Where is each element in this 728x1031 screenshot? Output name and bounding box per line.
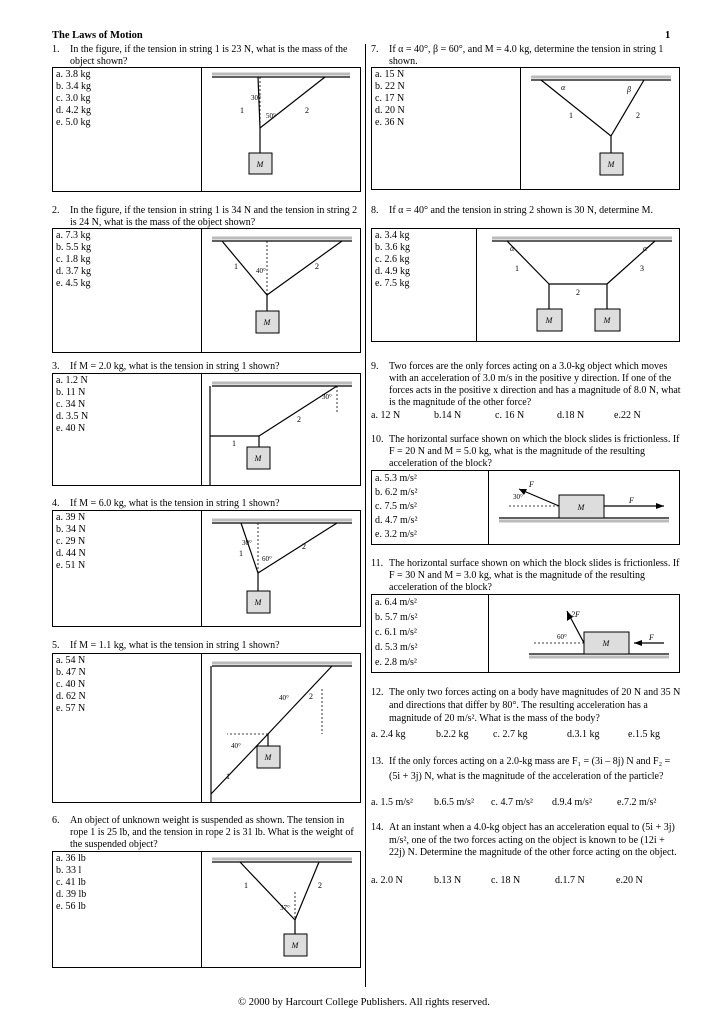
question-number: 3. <box>52 361 60 372</box>
header-title: The Laws of Motion <box>52 30 143 41</box>
options-14 <box>371 875 681 887</box>
option-c[interactable]: c. 18 N <box>491 875 521 886</box>
mass-label: M <box>291 941 299 950</box>
question-7 <box>371 44 681 68</box>
option-c[interactable]: c. 6.1 m/s² <box>375 627 417 638</box>
option-e[interactable]: e.22 N <box>614 410 641 421</box>
option-e[interactable]: e. 56 lb <box>56 901 86 912</box>
option-c[interactable]: c. 17 N <box>375 93 405 104</box>
question-1 <box>52 44 362 68</box>
question-text: Two forces are the only forces acting on a 3.0-kg object which moves with an acceleration of 3.0 m/s in the positive y direction. If one of the forces acts in the positive x direction and has a magnitude of 8.0 N, what is the magnitude of the other force? <box>389 361 681 408</box>
option-c[interactable]: c. 41 lb <box>56 877 86 888</box>
angle-alpha-label: α <box>561 83 566 92</box>
string-2-label: 2 <box>636 111 640 120</box>
mass-label: M <box>254 454 262 463</box>
string-2-label: 2 <box>315 262 319 271</box>
question-number: 2. <box>52 205 60 216</box>
figure-6 <box>201 852 360 967</box>
angle-1-label: 60° <box>557 633 567 641</box>
figure-11 <box>488 595 679 672</box>
question-10 <box>371 434 681 470</box>
angle-2-label: 50° <box>266 112 276 120</box>
option-d[interactable]: d. 44 N <box>56 548 86 559</box>
option-a[interactable]: a. 3.4 kg <box>375 230 410 241</box>
string-1-label: 1 <box>234 262 238 271</box>
question-text: An object of unknown weight is suspended as shown. The tension in rope 1 is 25 lb, and the tension in rope 2 is 31 lb. What is the weight of the suspended object? <box>70 815 354 850</box>
copyright-footer: © 2000 by Harcourt College Publishers. All rights reserved. <box>238 997 490 1008</box>
question-number: 14. <box>371 822 384 833</box>
option-d[interactable]: d. 4.2 kg <box>56 105 91 116</box>
question-3 <box>52 361 362 373</box>
mass-right-label: M <box>603 316 611 325</box>
option-b[interactable]: b.14 N <box>434 410 462 421</box>
question-text: If the only forces acting on a 2.0-kg mass are F₁ = (3i – 8j) N and F₂ = (5i + 3j) N, what is the magnitude of the acceleration of the particle? <box>389 756 671 782</box>
option-c[interactable]: c. 2.7 kg <box>493 729 528 740</box>
angle-1-label: 40° <box>231 742 241 750</box>
question-text: The horizontal surface shown on which the block slides is frictionless. If F = 20 N and M = 5.0 kg, what is the magnitude of the resulting acceleration of the block? <box>389 434 680 469</box>
question-13 <box>371 754 681 784</box>
force-1-label: 2F <box>571 610 580 619</box>
mass-label: M <box>263 318 271 327</box>
figure-4 <box>201 511 360 626</box>
question-text: If M = 2.0 kg, what is the tension in string 1 shown? <box>70 361 280 372</box>
question-9 <box>371 361 681 409</box>
option-b[interactable]: b. 34 N <box>56 524 86 535</box>
mass-label: M <box>577 503 585 512</box>
question-number: 5. <box>52 640 60 651</box>
option-a[interactable]: a. 2.0 N <box>371 875 403 886</box>
mass-label: M <box>254 598 262 607</box>
string-2-label: 2 <box>297 415 301 424</box>
question-4 <box>52 498 362 510</box>
option-e[interactable]: e.1.5 kg <box>628 729 660 740</box>
mass-label: M <box>264 753 272 762</box>
option-d[interactable]: d. 3.7 kg <box>56 266 91 277</box>
option-d[interactable]: d. 4.7 m/s² <box>375 515 418 526</box>
string-1-label: 1 <box>244 881 248 890</box>
string-2-label: 2 <box>576 288 580 297</box>
figure-1 <box>201 68 360 191</box>
string-2-label: 2 <box>302 542 306 551</box>
figure-5 <box>201 654 360 802</box>
question-12 <box>371 686 681 725</box>
question-number: 13. <box>371 756 384 767</box>
answer-box-10 <box>371 470 680 545</box>
figure-7 <box>520 68 679 189</box>
question-text: The only two forces acting on a body have magnitudes of 20 N and 35 N and directions that differ by 80°. The resulting acceleration has a magnitude of 20 m/s². What is the mass of the body? <box>389 687 681 724</box>
option-d[interactable]: d.1.7 N <box>555 875 585 886</box>
option-e[interactable]: e. 57 N <box>56 703 86 714</box>
option-d[interactable]: d.9.4 m/s² <box>552 797 592 808</box>
option-e[interactable]: e. 36 N <box>375 117 405 128</box>
option-c[interactable]: c. 3.0 kg <box>56 93 91 104</box>
option-a[interactable]: a. 12 N <box>371 410 401 421</box>
option-d[interactable]: d. 39 lb <box>56 889 87 900</box>
angle-alpha-left-label: α <box>510 244 515 253</box>
option-c[interactable]: c. 29 N <box>56 536 86 547</box>
question-text: If M = 6.0 kg, what is the tension in string 1 shown? <box>70 498 280 509</box>
figure-10 <box>488 471 679 544</box>
mass-label: M <box>607 160 615 169</box>
option-e[interactable]: e. 2.8 m/s² <box>375 657 417 668</box>
string-1-label: 1 <box>226 772 230 781</box>
question-text: If α = 40° and the tension in string 2 shown is 30 N, determine M. <box>389 205 654 216</box>
option-b[interactable]: b. 5.5 kg <box>56 242 91 253</box>
answer-box-2 <box>52 228 361 353</box>
question-11 <box>371 558 681 594</box>
question-text: The horizontal surface shown on which the block slides is frictionless. If F = 30 N and M = 3.0 kg, what is the magnitude of the resulting acceleration of the block? <box>389 558 680 593</box>
option-d[interactable]: d. 5.3 m/s² <box>375 642 418 653</box>
string-2-label: 2 <box>309 692 313 701</box>
mass-label: M <box>256 160 264 169</box>
string-1-label: 1 <box>515 264 519 273</box>
option-c[interactable]: c. 40 N <box>56 679 86 690</box>
question-14 <box>371 822 681 860</box>
option-e[interactable]: e. 4.5 kg <box>56 278 91 289</box>
question-number: 6. <box>52 815 60 826</box>
answer-box-5 <box>52 653 361 803</box>
answer-box-6 <box>52 851 361 968</box>
string-1-label: 1 <box>569 111 573 120</box>
angle-1-label: 40° <box>256 267 266 275</box>
answer-box-3 <box>52 373 361 486</box>
option-b[interactable]: b. 33 l <box>56 865 82 876</box>
question-number: 9. <box>371 361 379 372</box>
question-5 <box>52 640 362 652</box>
angle-alpha-right-label: α <box>643 244 648 253</box>
answer-box-1 <box>52 67 361 192</box>
option-a[interactable]: a. 15 N <box>375 69 405 80</box>
mass-label: M <box>602 639 610 648</box>
answer-box-8 <box>371 228 680 342</box>
option-a[interactable]: a. 2.4 kg <box>371 729 406 740</box>
option-b[interactable]: b.2.2 kg <box>436 729 469 740</box>
answer-box-11 <box>371 594 680 673</box>
option-a[interactable]: a. 3.8 kg <box>56 69 91 80</box>
option-e[interactable]: e. 7.5 kg <box>375 278 410 289</box>
option-c[interactable]: c. 7.5 m/s² <box>375 501 417 512</box>
option-a[interactable]: a. 54 N <box>56 655 86 666</box>
column-divider <box>365 44 366 987</box>
option-a[interactable]: a. 6.4 m/s² <box>375 597 417 608</box>
option-d[interactable]: d. 3.5 N <box>56 411 89 422</box>
option-a[interactable]: a. 39 N <box>56 512 86 523</box>
option-a[interactable]: a. 1.2 N <box>56 375 88 386</box>
question-text: If M = 1.1 kg, what is the tension in string 1 shown? <box>70 640 280 651</box>
options-12 <box>371 729 681 741</box>
angle-1-label: 30° <box>513 493 523 501</box>
options-13 <box>371 797 681 809</box>
string-2-label: 2 <box>305 106 309 115</box>
option-e[interactable]: e. 3.2 m/s² <box>375 529 417 540</box>
options-9 <box>371 410 681 422</box>
angle-1-label: 30° <box>251 94 261 102</box>
string-1-label: 1 <box>232 439 236 448</box>
figure-3 <box>201 374 360 485</box>
option-d[interactable]: d.3.1 kg <box>567 729 600 740</box>
option-e[interactable]: e. 40 N <box>56 423 86 434</box>
option-d[interactable]: d. 4.9 kg <box>375 266 410 277</box>
question-number: 7. <box>371 44 379 55</box>
force-2-label: F <box>649 633 654 642</box>
option-a[interactable]: a. 36 lb <box>56 853 86 864</box>
angle-1-label: 30° <box>242 539 252 547</box>
question-number: 12. <box>371 687 384 698</box>
option-e[interactable]: e.7.2 m/s² <box>617 797 657 808</box>
string-1-label: 1 <box>239 549 243 558</box>
mass-left-label: M <box>545 316 553 325</box>
angle-2-label: 40° <box>279 694 289 702</box>
option-c[interactable]: c. 1.8 kg <box>56 254 91 265</box>
angle-1-label: 30° <box>322 393 332 401</box>
option-b[interactable]: b. 22 N <box>375 81 405 92</box>
question-number: 1. <box>52 44 60 55</box>
question-text: In the figure, if the tension in string 1 is 34 N and the tension in string 2 is 24 N, what is the mass of the object shown? <box>70 205 358 228</box>
string-1-label: 1 <box>240 106 244 115</box>
angle-beta-label: β <box>627 85 631 94</box>
question-number: 11. <box>371 558 384 569</box>
option-e[interactable]: e. 5.0 kg <box>56 117 91 128</box>
question-text: At an instant when a 4.0-kg object has an acceleration equal to (5i + 3j) m/s², one of the two forces acting on the object is known to be (12i + 22j) N. Determine the magnitude of the other force acting on the object. <box>389 822 677 858</box>
option-a[interactable]: a. 5.3 m/s² <box>375 473 417 484</box>
question-text: If α = 40°, β = 60°, and M = 4.0 kg, determine the tension in string 1 shown. <box>389 44 664 67</box>
option-e[interactable]: e.20 N <box>616 875 643 886</box>
question-6 <box>52 815 362 851</box>
option-c[interactable]: c. 4.7 m/s² <box>491 797 533 808</box>
option-b[interactable]: b.6.5 m/s² <box>434 797 474 808</box>
force-2-label: F <box>629 496 634 505</box>
question-8 <box>371 205 681 217</box>
option-b[interactable]: b. 11 N <box>56 387 86 398</box>
question-2 <box>52 205 362 229</box>
question-number: 8. <box>371 205 379 216</box>
option-a[interactable]: a. 1.5 m/s² <box>371 797 413 808</box>
option-b[interactable]: b. 3.6 kg <box>375 242 410 253</box>
question-text: In the figure, if the tension in string 1 is 23 N, what is the mass of the object shown? <box>70 44 348 67</box>
figure-8 <box>476 229 679 341</box>
option-e[interactable]: e. 51 N <box>56 560 86 571</box>
option-d[interactable]: d. 20 N <box>375 105 405 116</box>
answer-box-4 <box>52 510 361 627</box>
option-b[interactable]: b. 5.7 m/s² <box>375 612 418 623</box>
option-a[interactable]: a. 7.3 kg <box>56 230 91 241</box>
force-1-label: F <box>529 480 534 489</box>
option-c[interactable]: c. 34 N <box>56 399 86 410</box>
figure-2 <box>201 229 360 352</box>
question-number: 10. <box>371 434 384 445</box>
option-b[interactable]: b. 47 N <box>56 667 86 678</box>
option-d[interactable]: d. 62 N <box>56 691 86 702</box>
question-number: 4. <box>52 498 60 509</box>
option-c[interactable]: c. 16 N <box>495 410 525 421</box>
string-2-label: 2 <box>318 881 322 890</box>
option-b[interactable]: b. 6.2 m/s² <box>375 487 418 498</box>
angle-1-label: 37° <box>280 904 290 912</box>
option-b[interactable]: b.13 N <box>434 875 462 886</box>
option-c[interactable]: c. 2.6 kg <box>375 254 410 265</box>
angle-2-label: 60° <box>262 555 272 563</box>
option-d[interactable]: d.18 N <box>557 410 585 421</box>
option-b[interactable]: b. 3.4 kg <box>56 81 91 92</box>
answer-box-7 <box>371 67 680 190</box>
page-number: 1 <box>665 30 671 41</box>
string-3-label: 3 <box>640 264 644 273</box>
